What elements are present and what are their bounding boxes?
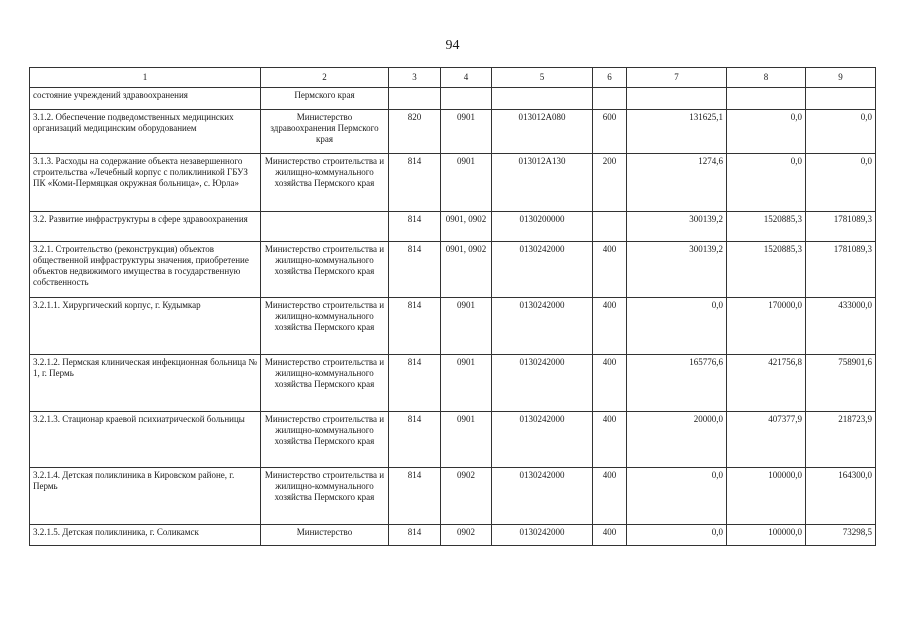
amount-year-1	[627, 88, 727, 110]
header-row	[30, 68, 876, 88]
expense-type: 400	[593, 525, 627, 546]
page-number: 94	[445, 38, 460, 53]
amount-year-3: 0,0	[806, 154, 876, 212]
amount-year-1: 165776,6	[627, 355, 727, 412]
amount-year-1: 0,0	[627, 298, 727, 355]
amount-year-2: 1520885,3	[727, 242, 806, 298]
amount-year-3: 73298,5	[806, 525, 876, 546]
table-row	[30, 525, 876, 546]
amount-year-3: 0,0	[806, 110, 876, 154]
admin-code: 814	[389, 212, 441, 242]
item-name: 3.2.1.3. Стационар краевой психиатрической больницы	[30, 412, 261, 468]
column-header: 1	[30, 68, 261, 88]
executor: Министерство	[261, 525, 389, 546]
executor: Министерство строительства и жилищно-коммунального хозяйства Пермского края	[261, 468, 389, 525]
amount-year-2: 1520885,3	[727, 212, 806, 242]
amount-year-3: 433000,0	[806, 298, 876, 355]
executor: Министерство строительства и жилищно-коммунального хозяйства Пермского края	[261, 154, 389, 212]
amount-year-3: 218723,9	[806, 412, 876, 468]
section-code: 0901	[441, 298, 492, 355]
amount-year-2: 100000,0	[727, 525, 806, 546]
amount-year-2	[727, 88, 806, 110]
expense-type: 400	[593, 468, 627, 525]
expense-type: 400	[593, 242, 627, 298]
amount-year-2: 407377,9	[727, 412, 806, 468]
admin-code: 814	[389, 242, 441, 298]
item-name: 3.2.1.4. Детская поликлиника в Кировском районе, г. Пермь	[30, 468, 261, 525]
table-row	[30, 412, 876, 468]
section-code: 0902	[441, 525, 492, 546]
target-article: 013012А130	[492, 154, 593, 212]
column-header: 8	[727, 68, 806, 88]
section-code: 0901	[441, 154, 492, 212]
executor: Министерство строительства и жилищно-коммунального хозяйства Пермского края	[261, 412, 389, 468]
table-row	[30, 212, 876, 242]
amount-year-2: 0,0	[727, 110, 806, 154]
amount-year-1: 300139,2	[627, 212, 727, 242]
target-article	[492, 88, 593, 110]
expense-type: 400	[593, 298, 627, 355]
item-name: 3.2.1.2. Пермская клиническая инфекционная больница № 1, г. Пермь	[30, 355, 261, 412]
amount-year-3: 1781089,3	[806, 242, 876, 298]
amount-year-1: 131625,1	[627, 110, 727, 154]
section-code: 0901	[441, 110, 492, 154]
item-name: 3.2.1. Строительство (реконструкция) объектов общественной инфраструктуры значения, приобретение объектов недвижимого имущества в государственную собственность	[30, 242, 261, 298]
target-article: 0130242000	[492, 298, 593, 355]
admin-code: 814	[389, 525, 441, 546]
item-name: 3.2.1.5. Детская поликлиника, г. Соликамск	[30, 525, 261, 546]
amount-year-1: 0,0	[627, 468, 727, 525]
target-article: 0130200000	[492, 212, 593, 242]
section-code	[441, 88, 492, 110]
amount-year-1: 20000,0	[627, 412, 727, 468]
amount-year-1: 1274,6	[627, 154, 727, 212]
target-article: 013012А080	[492, 110, 593, 154]
table-row	[30, 242, 876, 298]
target-article: 0130242000	[492, 355, 593, 412]
amount-year-2: 170000,0	[727, 298, 806, 355]
executor: Министерство здравоохранения Пермского края	[261, 110, 389, 154]
budget-table	[29, 67, 876, 546]
admin-code: 820	[389, 110, 441, 154]
executor: Министерство строительства и жилищно-коммунального хозяйства Пермского края	[261, 242, 389, 298]
item-name: 3.2. Развитие инфраструктуры в сфере здравоохранения	[30, 212, 261, 242]
admin-code	[389, 88, 441, 110]
table-row	[30, 298, 876, 355]
executor: Министерство строительства и жилищно-коммунального хозяйства Пермского края	[261, 355, 389, 412]
section-code: 0901	[441, 355, 492, 412]
amount-year-2: 0,0	[727, 154, 806, 212]
column-header: 4	[441, 68, 492, 88]
amount-year-2: 100000,0	[727, 468, 806, 525]
target-article: 0130242000	[492, 242, 593, 298]
admin-code: 814	[389, 298, 441, 355]
executor	[261, 212, 389, 242]
target-article: 0130242000	[492, 525, 593, 546]
amount-year-3: 164300,0	[806, 468, 876, 525]
table-row	[30, 154, 876, 212]
table-row	[30, 88, 876, 110]
expense-type: 200	[593, 154, 627, 212]
item-name: 3.2.1.1. Хирургический корпус, г. Кудымкар	[30, 298, 261, 355]
column-header: 2	[261, 68, 389, 88]
expense-type: 400	[593, 355, 627, 412]
target-article: 0130242000	[492, 468, 593, 525]
executor: Пермского края	[261, 88, 389, 110]
admin-code: 814	[389, 154, 441, 212]
amount-year-1: 0,0	[627, 525, 727, 546]
column-header: 6	[593, 68, 627, 88]
expense-type: 600	[593, 110, 627, 154]
section-code: 0902	[441, 468, 492, 525]
expense-type	[593, 88, 627, 110]
amount-year-3: 1781089,3	[806, 212, 876, 242]
admin-code: 814	[389, 468, 441, 525]
column-header: 3	[389, 68, 441, 88]
section-code: 0901	[441, 412, 492, 468]
table-row	[30, 110, 876, 154]
amount-year-3: 758901,6	[806, 355, 876, 412]
column-header: 7	[627, 68, 727, 88]
executor: Министерство строительства и жилищно-коммунального хозяйства Пермского края	[261, 298, 389, 355]
column-header: 5	[492, 68, 593, 88]
table-row	[30, 468, 876, 525]
section-code: 0901, 0902	[441, 242, 492, 298]
expense-type	[593, 212, 627, 242]
amount-year-2: 421756,8	[727, 355, 806, 412]
amount-year-3	[806, 88, 876, 110]
table-row	[30, 355, 876, 412]
section-code: 0901, 0902	[441, 212, 492, 242]
admin-code: 814	[389, 355, 441, 412]
amount-year-1: 300139,2	[627, 242, 727, 298]
column-header: 9	[806, 68, 876, 88]
expense-type: 400	[593, 412, 627, 468]
item-name: состояние учреждений здравоохранения	[30, 88, 261, 110]
admin-code: 814	[389, 412, 441, 468]
item-name: 3.1.2. Обеспечение подведомственных медицинских организаций медицинским оборудованием	[30, 110, 261, 154]
item-name: 3.1.3. Расходы на содержание объекта незавершенного строительства «Лечебный корпус с поликлиникой ГБУЗ ПК «Коми-Пермяцкая окружная больница», с. Юрла»	[30, 154, 261, 212]
target-article: 0130242000	[492, 412, 593, 468]
